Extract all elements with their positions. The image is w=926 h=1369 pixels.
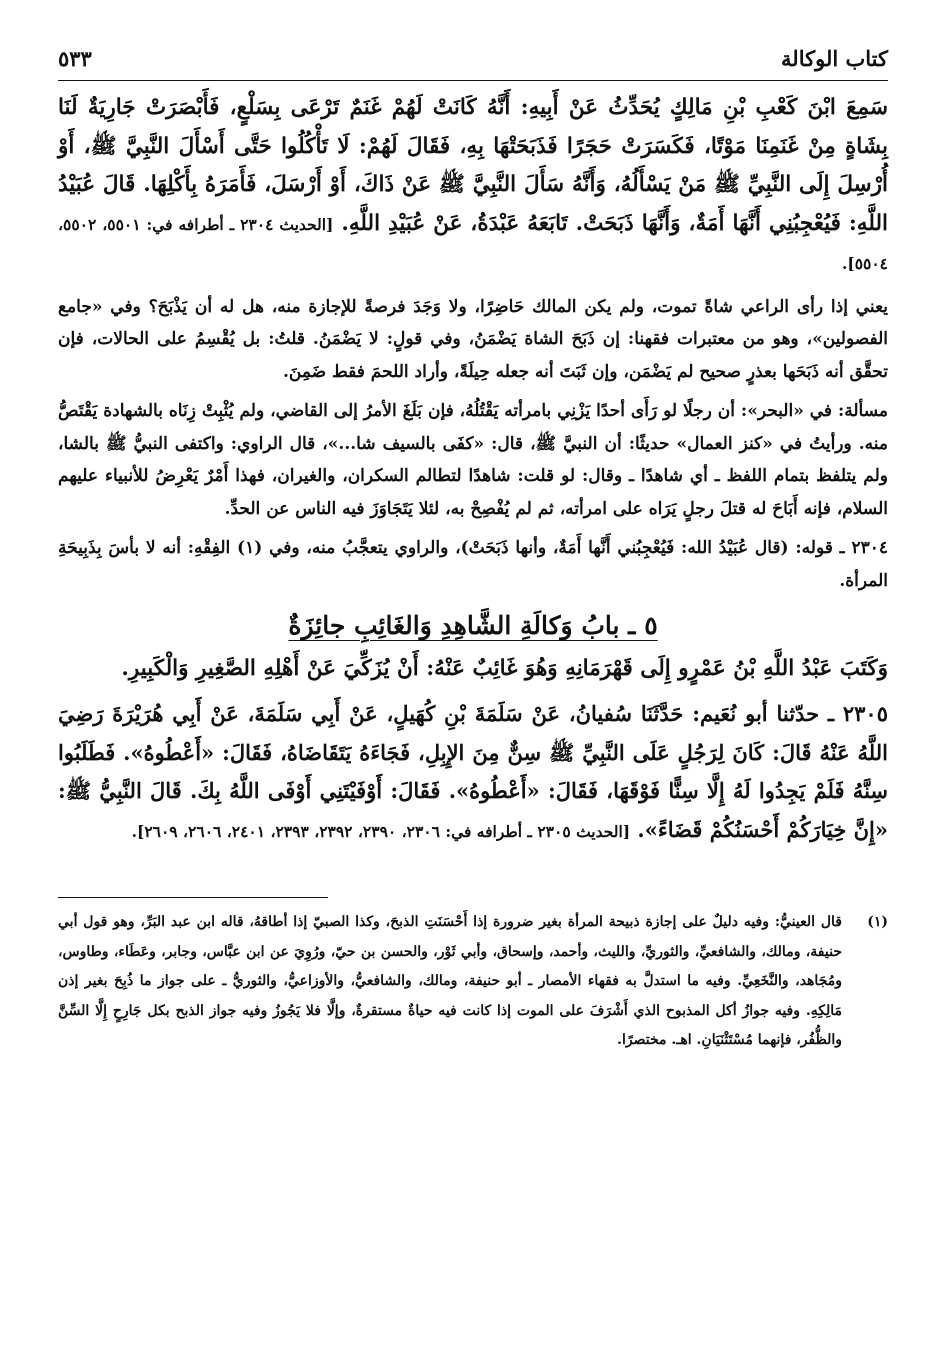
footnote-marker: (١) bbox=[867, 914, 888, 931]
running-title: كتاب الوكالة bbox=[781, 46, 888, 71]
hadith-2305-text bbox=[58, 695, 888, 851]
footnote-text: قال العينيُّ: وفيه دليلٌ على إجازة ذبيحة المرأة بغير ضرورة إذا أَحْسَنَتِ الذبحَ، وكذا الصبيّ إذا أطاقهُ، قاله ابن عبد البَرِّ، وهو قول أبي حنيفة، ومالك، والشافعيِّ، والثوريِّ، والليث، وأحمد، وإسحاق، وأبي ثَوْر، والحسن بن حيّ، ورُوِيَ عن ابن عبَّاس، وجابر، وعَطَاء، وطاوس، ومُجَاهد، والنَّخَعِيِّ. وفيه ما استدلَّ به فقهاء الأمصار ـ أبو حنيفة، ومالك، والشافعيُّ، والأوزاعيُّ، والثوريُّ ـ على جواز ما ذُبِحَ بغير إذن مَالِكِهِ. وفيه جوازُ أكل المذبوح الذي أَشْرَفَ على الموت إذا كانت فيه حياةٌ مستقرةٌ، وإلَّا فلا يَجُوزُ وفيه جواز الذبح بكل جَارِحٍ إِلَّا السِّنَّ والظُّفُر، فإنهما مُسْتَثْنَيَانِ. اهـ. مختصرًا. bbox=[58, 914, 842, 1049]
commentary-paragraph-3: ٢٣٠٤ ـ قوله: (قال عُبَيْدُ الله: فَيُعْجِبُني أَنَّها أَمَةٌ، وأنها ذَبَحَتْ)، والراوي يتعجَّبُ منه، وفي (١) الفِقْهِ: أنه لا بأسَ بِذَبِيحَةِ المرأة. bbox=[58, 538, 888, 591]
page-number: ٥٣٣ bbox=[58, 46, 92, 71]
hadith-2304-reference: [الحديث ٢٣٠٤ ـ أطرافه في: ٥٥٠١، ٥٥٠٢، ٥٥٠٤]. bbox=[58, 214, 888, 274]
hadith-2304-text bbox=[58, 89, 888, 284]
hadith-2305-body: ٢٣٠٥ ـ حدّثنا أبو نُعَيم: حَدَّثَنَا سُفيانُ، عَنْ سَلَمَةَ بْنِ كُهَيلٍ، عَنْ أَبِي سَلَمَةَ، عَنْ أَبِي هُرَيْرَةَ رَضِيَ اللَّهُ عَنْهُ قَالَ: كَانَ لِرَجُلٍ عَلَى النَّبِيِّ ﷺ سِنٌّ مِنَ الإِبِلِ، فَجَاءَهُ يَتَقَاضَاهُ، فَقَالَ: «أَعْطُوهُ». فَطَلَبُوا سِنَّهُ فَلَمْ يَجِدُوا لَهُ إِلَّا سِنًّا فَوْقَهَا، فَقَالَ: «أَعْطُوهُ». فَقَالَ: أَوْفَيْتَنِي أَوْفَى اللَّهُ بِكَ. قَالَ النَّبِيُّ ﷺ: «إِنَّ خِيَارَكُمْ أَحْسَنُكُمْ قَضَاءً». bbox=[58, 701, 888, 842]
hadith-2305-reference: [الحديث ٢٣٠٥ ـ أطرافه في: ٢٣٠٦، ٢٣٩٠، ٢٣٩٢، ٢٣٩٣، ٢٤٠١، ٢٦٠٦، ٢٦٠٩]. bbox=[131, 821, 631, 841]
commentary-paragraph-1: يعني إذا رأى الراعي شاةً تموت، ولم يكن المالك حَاضِرًا، ولا وَجَدَ فرصةً للإجازة منه، هل له أن يَذْبَحَ؟ وفي «جامع الفصولين»، وهو من معتبرات فقهنا: إن ذَبَحَ الشاة يَضْمَنُ، وفي قولٍ: لا يَضْمَنُ. قلتُ: بل يُقْسِمُ على الحالات، فإن تحقَّق أنه ذَبَحَها بعذرٍ صحيح لم يَضْمَن، وإن ثَبَتَ أنه جعله حِيلَةً، وأراد اللحمَ فقط ضَمِنَ. bbox=[58, 296, 888, 382]
book-page bbox=[58, 40, 888, 1056]
footnote-1 bbox=[58, 908, 888, 1056]
hadith-2304-body: سَمِعَ ابْنَ كَعْبِ بْنِ مَالِكٍ يُحَدِّثُ عَنْ أَبِيهِ: أَنَّهُ كَانَتْ لَهُمْ غَنَمٌ تَرْعَى بِسَلْعٍ، فَأَبْصَرَتْ جَارِيَةٌ لَنَا بِشَاةٍ مِنْ غَنَمِنَا مَوْتًا، فَكَسَرَتْ حَجَرًا فَذَبَحَتْهَا بِهِ، فَقَالَ لَهُمْ: لَا تَأْكُلُوا حَتَّى أَسْأَلَ النَّبِيَّ ﷺ، أَوْ أُرْسِلَ إِلَى النَّبِيِّ ﷺ مَنْ يَسْأَلُهُ، وَأَنَّهُ سَأَلَ النَّبِيَّ ﷺ عَنْ ذَاكَ، أَوْ أَرْسَلَ، فَأَمَرَهُ بِأَكْلِهَا. قَالَ عُبَيْدُ اللَّهِ: فَيُعْجِبُنِي أَنَّهَا أَمَةٌ، وَأَنَّهَا ذَبَحَتْ. تَابَعَهُ عَبْدَةُ، عَنْ عُبَيْدِ اللَّهِ. bbox=[58, 95, 888, 236]
chapter-heading: ٥ ـ بابُ وَكالَةِ الشَّاهِدِ وَالغَائِبِ جائِزَةٌ bbox=[288, 611, 658, 641]
commentary-paragraph-2: مسألة: في «البحر»: أن رجلًا لو رَأَى أحدًا يَزْنِي بامرأته يَقْتُلُهُ، فإن بَلَغَ الأمرُ إلى القاضي، ولم يُثْبِتْ زِنَاه بالشهادة يَقْتَصُّ منه. ورأيتُ في «كنز العمال» حديثًا: أن النبيَّ ﷺ، قال: «كفَى بالسيف شا...»، قال الراوي: واكتفى النبيُّ ﷺ بالشا، ولم يتلفظ بتمام اللفظ ـ أي شاهدًا ـ وقال: لو قلت: شاهدًا لتطالم السكران، والغيران، فهذا أَمْرٌ يَعْرِضُ للأنبياء عليهم السلام، فإنه أَبَاحَ له قتلَ رجلٍ يَرَاه على امرأته، ثم لم يُفْصِحْ به، لئلا يَتَجَاوَزَ فيه الناس عن الحدِّ. bbox=[58, 401, 889, 519]
chapter-intro-text: وَكَتَبَ عَبْدُ اللَّهِ بْنُ عَمْرٍو إِلَى قَهْرَمَانِهِ وَهُوَ غَائِبٌ عَنْهُ: أَنْ يُزَكِّيَ عَنْ أَهْلِهِ الصَّغِيرِ وَالْكَبِيرِ. bbox=[121, 656, 888, 682]
page-header bbox=[58, 40, 888, 81]
footnote-divider bbox=[58, 897, 328, 898]
